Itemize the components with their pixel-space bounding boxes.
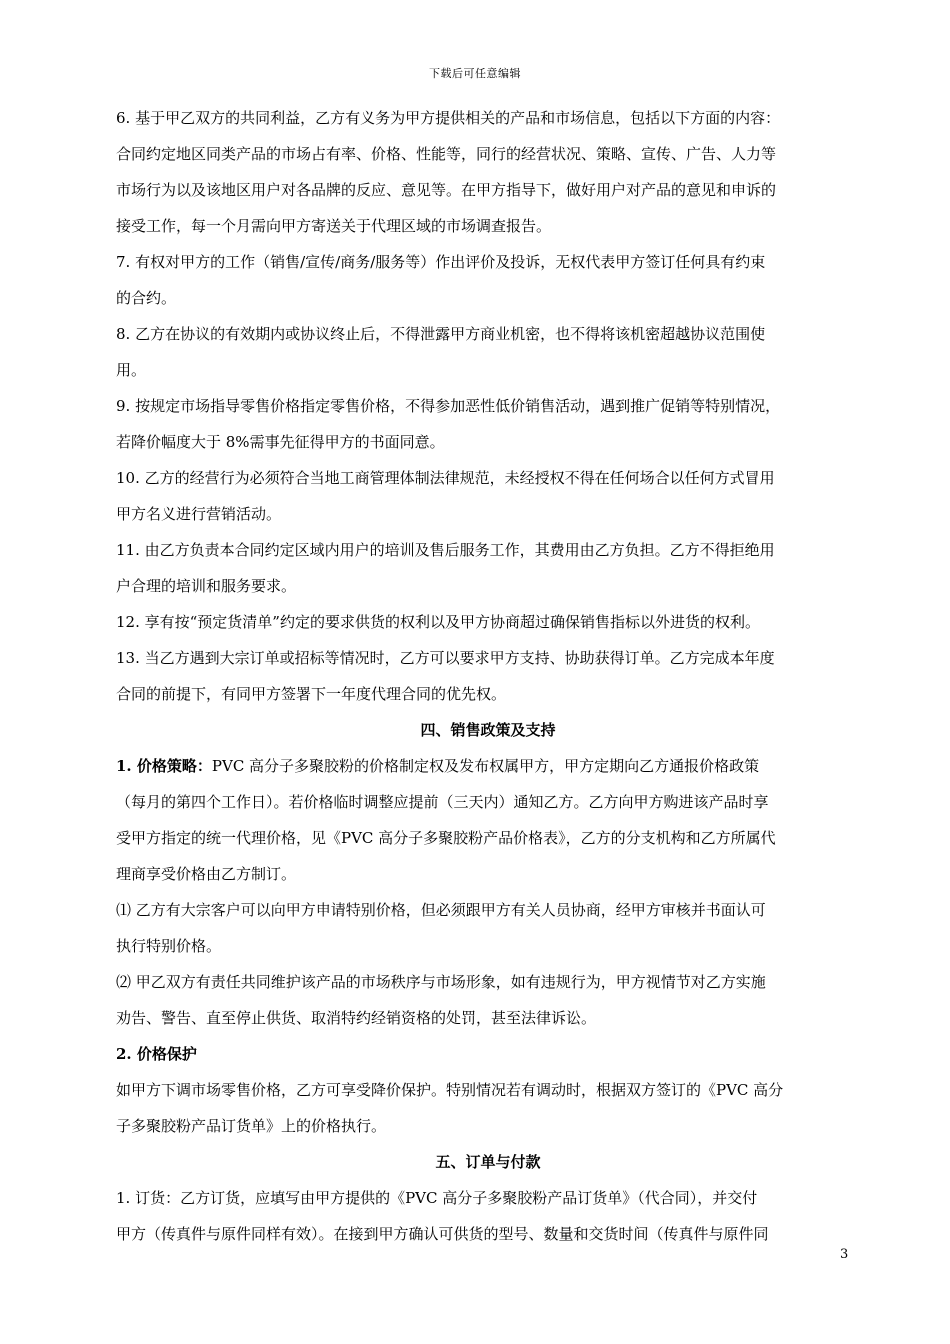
clause-13-line: 13. 当乙方遇到大宗订单或招标等情况时，乙方可以要求甲方支持、协助获得订单。乙方完成本年度 [116, 649, 775, 667]
clause-10-line: 甲方名义进行营销活动。 [116, 505, 282, 523]
clause-6-line: 接受工作，每一个月需向甲方寄送关于代理区域的市场调查报告。 [116, 217, 552, 235]
sub-clause-1-line: ⑴ 乙方有大宗客户可以向甲方申请特别价格，但必须跟甲方有关人员协商，经甲方审核并书面认可 [116, 901, 766, 919]
order-line: 甲方（传真件与原件同样有效）。在接到甲方确认可供货的型号、数量和交货时间（传真件与原件同 [116, 1225, 769, 1243]
section-5-heading: 五、订单与付款 [435, 1153, 541, 1171]
page-header: 下载后可任意编辑 [429, 67, 521, 80]
clause-6-line: 6. 基于甲乙双方的共同利益，乙方有义务为甲方提供相关的产品和市场信息，包括以下方面的内容： [116, 109, 781, 127]
clause-8-line: 用。 [116, 361, 147, 379]
clause-6-line: 市场行为以及该地区用户对各品牌的反应、意见等。在甲方指导下，做好用户对产品的意见和申诉的 [116, 181, 777, 199]
sub-clause-1-line: 执行特别价格。 [116, 937, 222, 955]
price-protection-line: 子多聚胶粉产品订货单》上的价格执行。 [116, 1117, 387, 1135]
price-policy-line: （每月的第四个工作日）。若价格临时调整应提前（三天内）通知乙方。乙方向甲方购进该产品时享 [116, 793, 769, 811]
sub-clause-2-line: 劝告、警告、直至停止供货、取消特约经销资格的处罚，甚至法律诉讼。 [116, 1009, 597, 1027]
price-policy-line: 受甲方指定的统一代理价格，见《PVC 高分子多聚胶粉产品价格表》，乙方的分支机构和乙方所属代 [116, 829, 776, 847]
price-policy-label: 1. 价格策略： [116, 757, 212, 775]
clause-9-line: 9. 按规定市场指导零售价格指定零售价格，不得参加恶性低价销售活动，遇到推广促销等特别情况， [116, 397, 781, 415]
order-line: 1. 订货：乙方订货，应填写由甲方提供的《PVC 高分子多聚胶粉产品订货单》（代合同），并交付 [116, 1189, 758, 1207]
price-policy-line: 理商享受价格由乙方制订。 [116, 865, 297, 883]
clause-10-line: 10. 乙方的经营行为必须符合当地工商管理体制法律规范，未经授权不得在任何场合以任何方式冒用 [116, 469, 775, 487]
section-4-heading: 四、销售政策及支持 [420, 721, 556, 739]
clause-7-line: 的合约。 [116, 289, 177, 307]
clause-13-line: 合同的前提下，有同甲方签署下一年度代理合同的优先权。 [116, 685, 507, 703]
price-policy-text: PVC 高分子多聚胶粉的价格制定权及发布权属甲方，甲方定期向乙方通报价格政策 [211, 757, 760, 775]
sub-clause-2-line: ⑵ 甲乙双方有责任共同维护该产品的市场秩序与市场形象，如有违规行为，甲方视情节对乙方实施 [116, 973, 766, 991]
price-protection-heading: 2. 价格保护 [116, 1045, 197, 1063]
page-number: 3 [840, 1247, 849, 1262]
clause-11-line: 11. 由乙方负责本合同约定区域内用户的培训及售后服务工作，其费用由乙方负担。乙方不得拒绝用 [116, 541, 775, 559]
clause-11-line: 户合理的培训和服务要求。 [116, 577, 297, 595]
document-body [116, 100, 860, 1252]
clause-12-line: 12. 享有按“预定货清单”约定的要求供货的权利以及甲方协商超过确保销售指标以外进货的权利。 [116, 613, 760, 631]
price-policy-line [116, 748, 860, 784]
clause-8-line: 8. 乙方在协议的有效期内或协议终止后，不得泄露甲方商业机密，也不得将该机密超越协议范围使 [116, 325, 766, 343]
clause-6-line: 合同约定地区同类产品的市场占有率、价格、性能等，同行的经营状况、策略、宣传、广告、人力等 [116, 145, 777, 163]
clause-9-line: 若降价幅度大于 8%需事先征得甲方的书面同意。 [116, 433, 445, 451]
price-protection-line: 如甲方下调市场零售价格，乙方可享受降价保护。特别情况若有调动时，根据双方签订的《PVC 高分 [116, 1081, 784, 1099]
clause-7-line: 7. 有权对甲方的工作（销售/宣传/商务/服务等）作出评价及投诉，无权代表甲方签订任何具有约束 [116, 253, 766, 271]
